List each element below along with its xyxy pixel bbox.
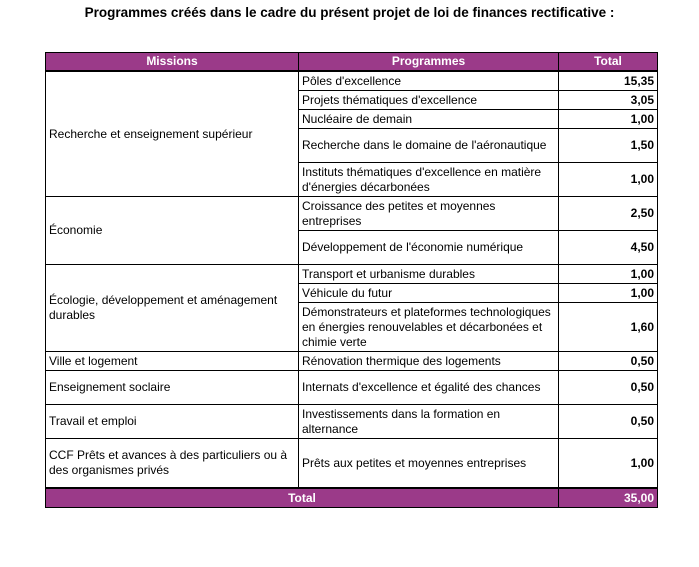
- programme-cell: Véhicule du futur: [299, 284, 559, 303]
- header-missions: Missions: [46, 53, 299, 72]
- programme-cell: Recherche dans le domaine de l'aéronautique: [299, 129, 559, 163]
- table-row: [46, 197, 658, 231]
- table-row: [46, 352, 658, 371]
- programme-cell: Nucléaire de demain: [299, 110, 559, 129]
- programmes-table: [45, 52, 658, 508]
- programme-cell: Démonstrateurs et plateformes technologiques en énergies renouvelables et décarbonées et chimie verte: [299, 303, 559, 352]
- total-cell: 15,35: [559, 71, 658, 91]
- programme-cell: Rénovation thermique des logements: [299, 352, 559, 371]
- total-cell: 3,05: [559, 91, 658, 110]
- table-header-row: [46, 53, 658, 72]
- total-cell: 1,00: [559, 284, 658, 303]
- programme-cell: Prêts aux petites et moyennes entreprises: [299, 439, 559, 489]
- grand-total-label: Total: [46, 488, 559, 508]
- mission-cell: Travail et emploi: [46, 405, 299, 439]
- total-cell: 1,00: [559, 439, 658, 489]
- total-cell: 1,00: [559, 163, 658, 197]
- header-programmes: Programmes: [299, 53, 559, 72]
- total-cell: 4,50: [559, 231, 658, 265]
- mission-cell: Ville et logement: [46, 352, 299, 371]
- mission-cell: CCF Prêts et avances à des particuliers ou à des organismes privés: [46, 439, 299, 489]
- table-row: [46, 405, 658, 439]
- page-title: Programmes créés dans le cadre du présent projet de loi de finances rectificative :: [84, 5, 615, 20]
- grand-total-row: [46, 488, 658, 508]
- table-row: [46, 71, 658, 91]
- total-cell: 1,50: [559, 129, 658, 163]
- total-cell: 0,50: [559, 405, 658, 439]
- programme-cell: Développement de l'économie numérique: [299, 231, 559, 265]
- programme-cell: Investissements dans la formation en alternance: [299, 405, 559, 439]
- mission-cell: Écologie, développement et aménagement durables: [46, 265, 299, 352]
- total-cell: 1,00: [559, 110, 658, 129]
- grand-total-value: 35,00: [559, 488, 658, 508]
- header-total: Total: [559, 53, 658, 72]
- programme-cell: Transport et urbanisme durables: [299, 265, 559, 284]
- programme-cell: Pôles d'excellence: [299, 71, 559, 91]
- programme-cell: Projets thématiques d'excellence: [299, 91, 559, 110]
- table-row: [46, 439, 658, 489]
- table-row: [46, 371, 658, 405]
- total-cell: 0,50: [559, 352, 658, 371]
- total-cell: 1,00: [559, 265, 658, 284]
- total-cell: 1,60: [559, 303, 658, 352]
- mission-cell: Recherche et enseignement supérieur: [46, 71, 299, 197]
- total-cell: 0,50: [559, 371, 658, 405]
- programme-cell: Instituts thématiques d'excellence en matière d'énergies décarbonées: [299, 163, 559, 197]
- total-cell: 2,50: [559, 197, 658, 231]
- programme-cell: Croissance des petites et moyennes entreprises: [299, 197, 559, 231]
- programme-cell: Internats d'excellence et égalité des chances: [299, 371, 559, 405]
- mission-cell: Économie: [46, 197, 299, 265]
- table-row: [46, 265, 658, 284]
- mission-cell: Enseignement soclaire: [46, 371, 299, 405]
